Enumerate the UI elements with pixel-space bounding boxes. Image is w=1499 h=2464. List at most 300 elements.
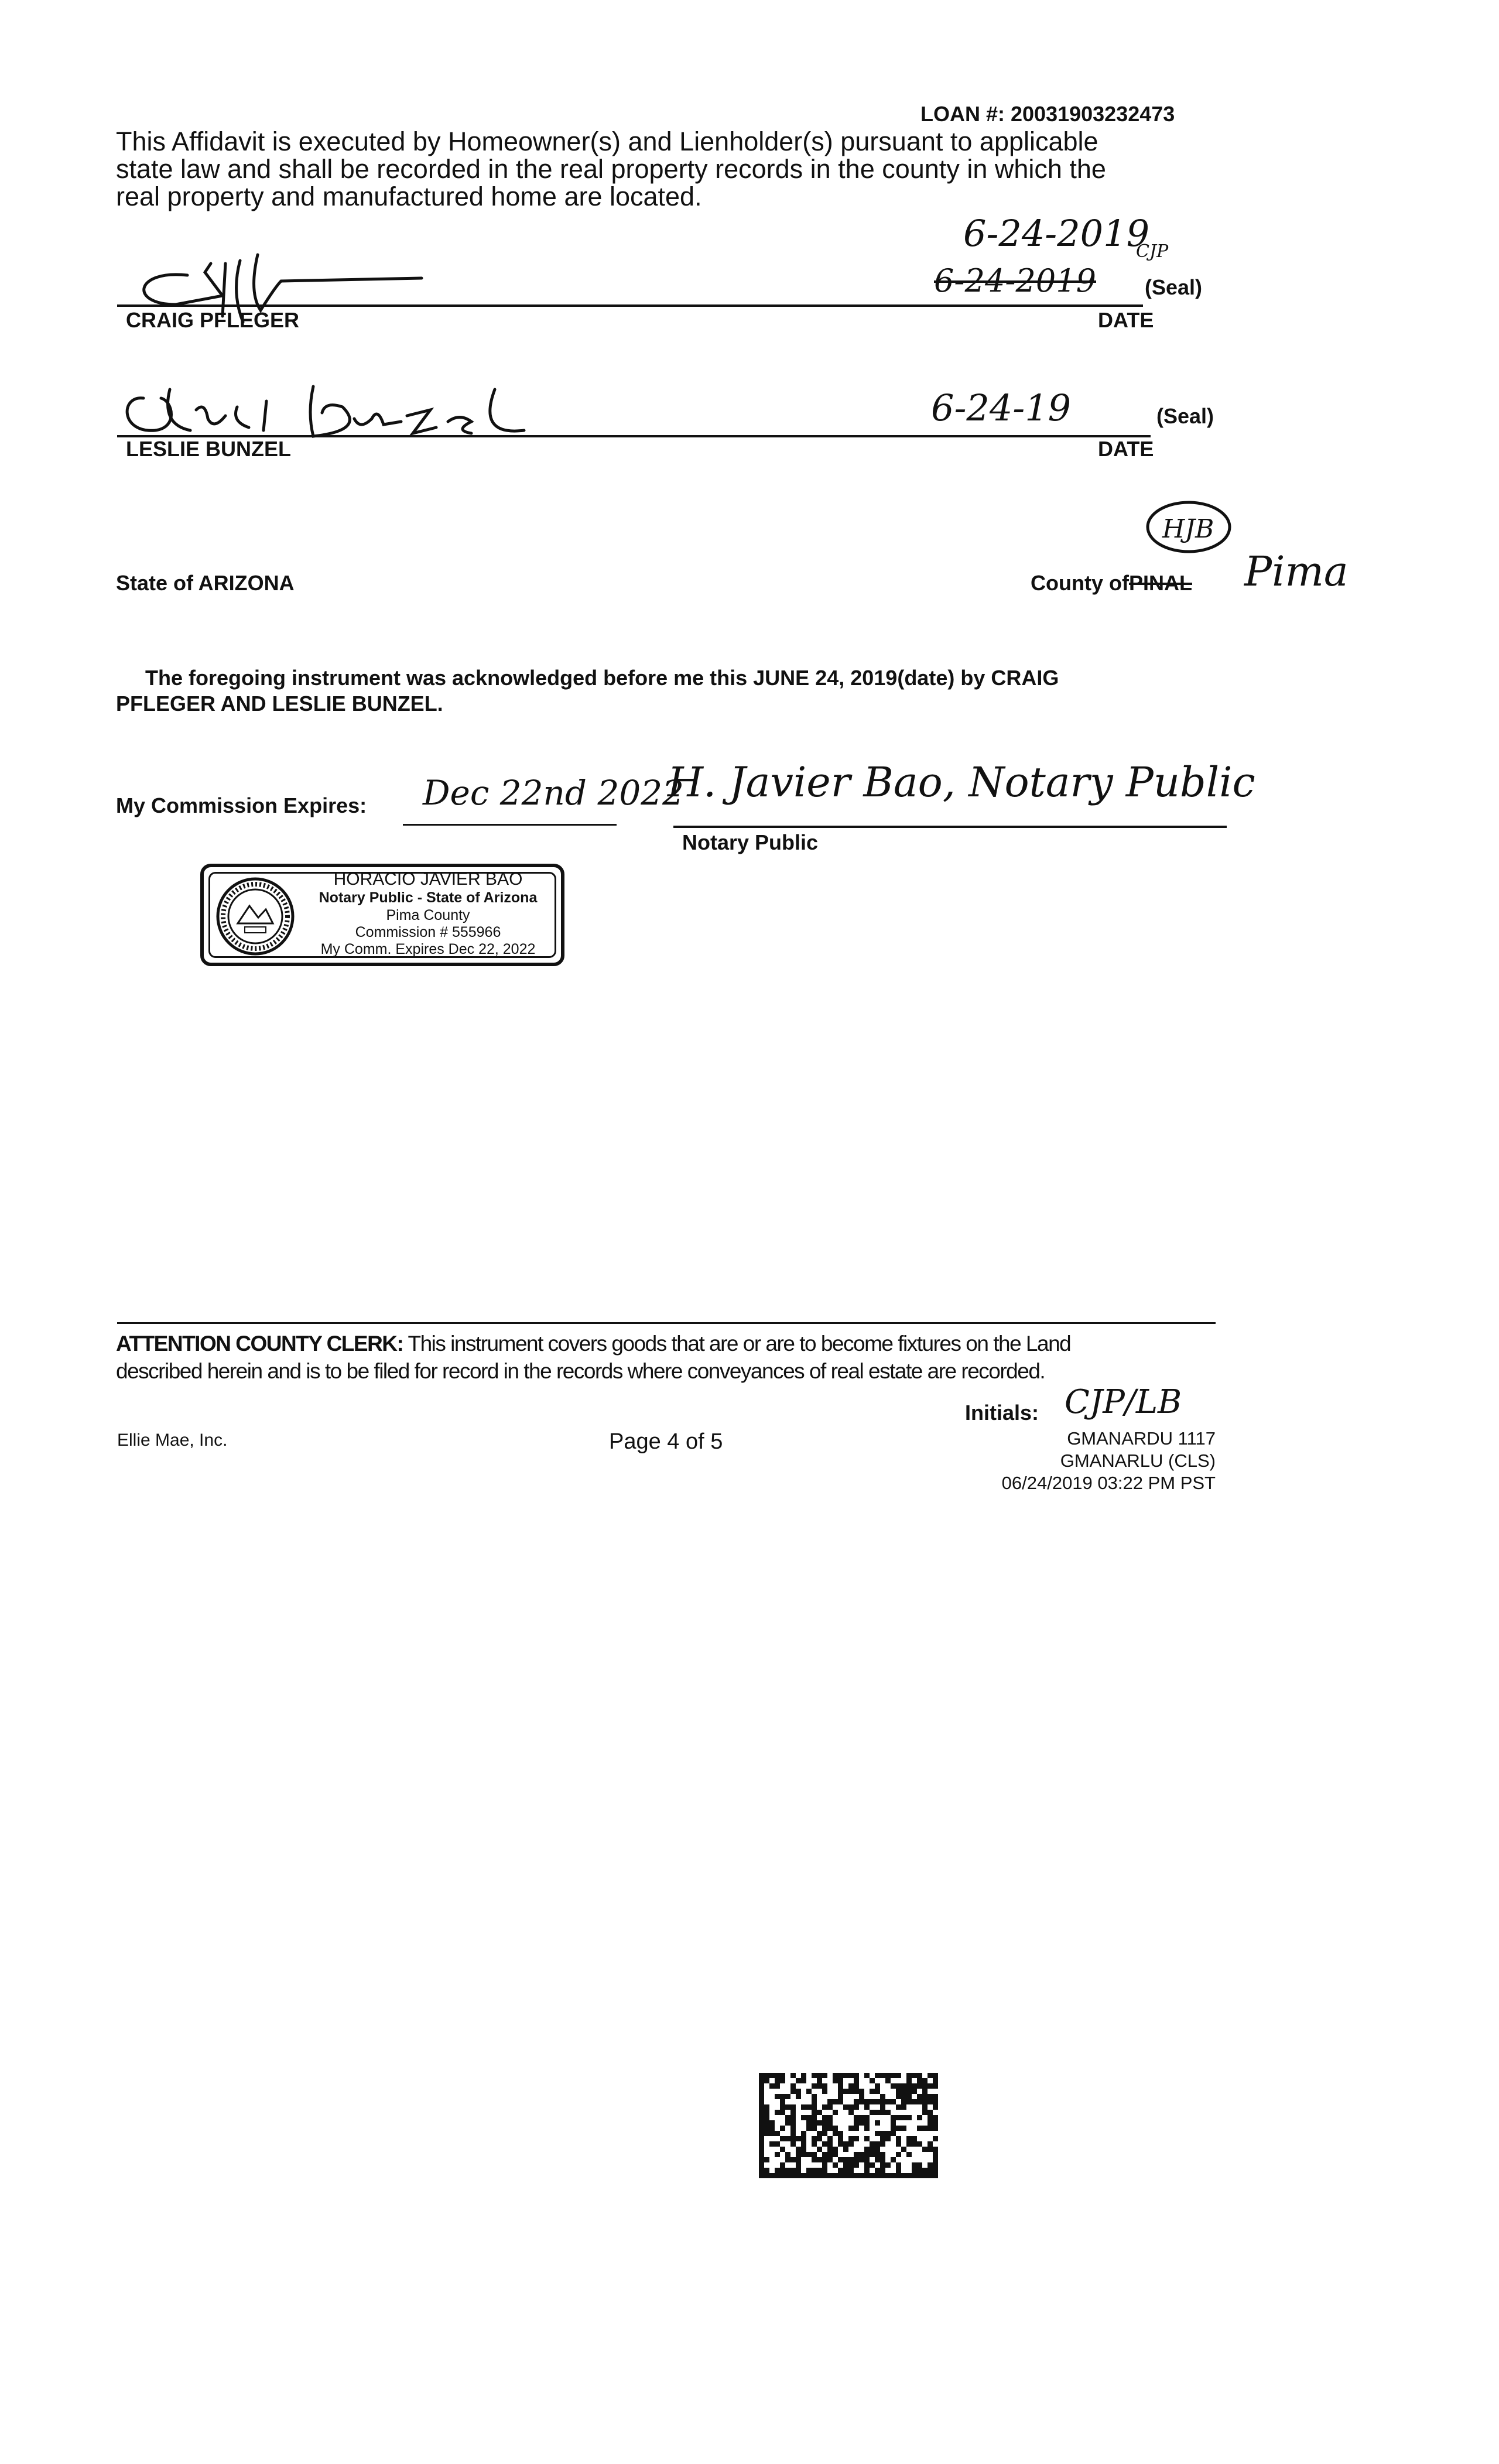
barcode-module	[838, 2099, 843, 2104]
barcode-module	[838, 2157, 843, 2162]
barcode-module	[917, 2126, 922, 2131]
barcode-module	[812, 2152, 817, 2157]
barcode-module	[917, 2073, 922, 2078]
barcode-module	[764, 2126, 769, 2131]
barcode-module	[917, 2141, 922, 2147]
barcode-module	[843, 2168, 848, 2173]
barcode-module	[933, 2162, 938, 2168]
barcode-module	[870, 2078, 875, 2083]
barcode-module	[801, 2141, 806, 2147]
barcode-module	[880, 2099, 885, 2104]
barcode-module	[854, 2073, 859, 2078]
barcode-module	[817, 2078, 822, 2083]
barcode-module	[801, 2073, 806, 2078]
barcode-module	[875, 2157, 880, 2162]
barcode-module	[854, 2126, 859, 2131]
barcode-module	[848, 2083, 854, 2089]
barcode-module	[775, 2173, 780, 2178]
barcode-module	[801, 2115, 806, 2120]
barcode-module	[917, 2099, 922, 2104]
notary-public-label: Notary Public	[682, 830, 819, 854]
barcode-module	[833, 2126, 838, 2131]
barcode-module	[843, 2141, 848, 2147]
barcode-module	[801, 2131, 806, 2136]
barcode-module	[891, 2126, 896, 2131]
barcode-module	[875, 2131, 880, 2136]
barcode-module	[859, 2152, 864, 2157]
barcode-module	[880, 2094, 885, 2099]
barcode-module	[801, 2173, 806, 2178]
barcode-module	[827, 2115, 833, 2120]
barcode-module	[769, 2131, 775, 2136]
barcode-module	[928, 2162, 933, 2168]
barcode-module	[870, 2110, 875, 2115]
barcode-module	[854, 2157, 859, 2162]
barcode-module	[917, 2162, 922, 2168]
barcode-module	[796, 2147, 801, 2152]
barcode-module	[875, 2120, 880, 2126]
barcode-module	[912, 2168, 917, 2173]
barcode-module	[906, 2094, 912, 2099]
barcode-module	[928, 2099, 933, 2104]
barcode-module	[870, 2089, 875, 2094]
barcode-module	[933, 2173, 938, 2178]
barcode-module	[759, 2083, 764, 2089]
barcode-module	[880, 2157, 885, 2162]
barcode-module	[838, 2141, 843, 2147]
barcode-module	[864, 2152, 870, 2157]
barcode-module	[759, 2173, 764, 2178]
barcode-module	[769, 2120, 775, 2126]
barcode-module	[880, 2136, 885, 2141]
initials-label: Initials:	[965, 1401, 1039, 1425]
barcode-module	[922, 2110, 928, 2115]
barcode-module	[843, 2104, 848, 2110]
commission-expires-handwritten: Dec 22nd 2022	[423, 773, 685, 813]
barcode-module	[764, 2078, 769, 2083]
barcode-module	[922, 2104, 928, 2110]
barcode-module	[922, 2147, 928, 2152]
barcode-module	[790, 2131, 796, 2136]
barcode-module	[796, 2136, 801, 2141]
barcode-module	[833, 2110, 838, 2115]
barcode-module	[759, 2094, 764, 2099]
barcode-module	[854, 2152, 859, 2157]
barcode-module	[785, 2168, 790, 2173]
barcode-module	[906, 2073, 912, 2078]
barcode-module	[806, 2126, 812, 2131]
barcode-module	[790, 2083, 796, 2089]
barcode-module	[759, 2168, 764, 2173]
barcode-module	[785, 2173, 790, 2178]
arizona-state-seal-icon	[214, 875, 296, 957]
barcode-module	[812, 2126, 817, 2131]
barcode-module	[775, 2110, 780, 2115]
barcode-module	[775, 2152, 780, 2157]
barcode-module	[827, 2141, 833, 2147]
barcode-module	[880, 2104, 885, 2110]
barcode-module	[848, 2173, 854, 2178]
barcode-module	[764, 2168, 769, 2173]
barcode-module	[933, 2157, 938, 2162]
barcode-module	[827, 2147, 833, 2152]
barcode-module	[848, 2162, 854, 2168]
barcode-module	[901, 2173, 906, 2178]
barcode-module	[896, 2126, 901, 2131]
barcode-module	[864, 2115, 870, 2120]
barcode-module	[780, 2099, 785, 2104]
barcode-module	[870, 2162, 875, 2168]
barcode-module	[775, 2083, 780, 2089]
barcode-module	[848, 2141, 854, 2147]
barcode-module	[896, 2089, 901, 2094]
barcode-module	[790, 2073, 796, 2078]
barcode-module	[812, 2168, 817, 2173]
barcode-module	[838, 2073, 843, 2078]
barcode-module	[922, 2089, 928, 2094]
barcode-module	[864, 2136, 870, 2141]
barcode-module	[906, 2136, 912, 2141]
barcode-module	[801, 2078, 806, 2083]
barcode-module	[817, 2147, 822, 2152]
barcode-module	[859, 2115, 864, 2120]
barcode-module	[880, 2141, 885, 2147]
barcode-module	[780, 2126, 785, 2131]
barcode-module	[896, 2104, 901, 2110]
barcode-module	[796, 2162, 801, 2168]
barcode-module	[928, 2173, 933, 2178]
barcode-module	[812, 2110, 817, 2115]
barcode-module	[790, 2136, 796, 2141]
barcode-module	[891, 2073, 896, 2078]
barcode-module	[833, 2162, 838, 2168]
barcode-module	[933, 2152, 938, 2157]
barcode-module	[759, 2162, 764, 2168]
barcode-module	[912, 2173, 917, 2178]
barcode-module	[870, 2099, 875, 2104]
barcode-module	[854, 2083, 859, 2089]
barcode-module	[759, 2110, 764, 2115]
intro-line-1: This Affidavit is executed by Homeowner(s) and Lienholder(s) pursuant to applicable	[116, 126, 1098, 156]
barcode-module	[901, 2089, 906, 2094]
barcode-module	[912, 2089, 917, 2094]
barcode-module	[864, 2157, 870, 2162]
barcode-module	[912, 2162, 917, 2168]
attention-line-2: described herein and is to be filed for record in the records where conveyances of real estate are recorded.	[116, 1359, 1045, 1383]
barcode-module	[854, 2115, 859, 2120]
barcode-module	[812, 2094, 817, 2099]
barcode-module	[848, 2136, 854, 2141]
barcode-module	[822, 2168, 827, 2173]
barcode-module	[906, 2083, 912, 2089]
barcode-module	[875, 2110, 880, 2115]
barcode-module	[864, 2104, 870, 2110]
barcode-module	[859, 2094, 864, 2099]
county-label-text: County of	[1031, 571, 1129, 595]
barcode-module	[906, 2141, 912, 2147]
barcode-module	[775, 2094, 780, 2099]
barcode-module	[848, 2104, 854, 2110]
barcode-module	[838, 2094, 843, 2099]
barcode-module	[759, 2104, 764, 2110]
notary-signature: H. Javier Bao, Notary Public	[668, 758, 1255, 806]
barcode-module	[812, 2173, 817, 2178]
barcode-module	[933, 2168, 938, 2173]
barcode-module	[864, 2162, 870, 2168]
barcode-module	[848, 2157, 854, 2162]
barcode-module	[885, 2078, 891, 2083]
initials-handwritten: CJP/LB	[1065, 1383, 1182, 1421]
barcode-module	[848, 2126, 854, 2131]
barcode-module	[906, 2152, 912, 2157]
barcode-module	[817, 2110, 822, 2115]
barcode-module	[790, 2089, 796, 2094]
barcode-module	[880, 2131, 885, 2136]
barcode-module	[764, 2120, 769, 2126]
barcode-module	[796, 2168, 801, 2173]
barcode-module	[912, 2073, 917, 2078]
barcode-module	[759, 2073, 764, 2078]
barcode-module	[796, 2152, 801, 2157]
barcode-module	[769, 2126, 775, 2131]
barcode-module	[838, 2089, 843, 2094]
barcode-module	[801, 2152, 806, 2157]
craig-handwritten-date: 6-24-2019	[963, 212, 1150, 255]
barcode-module	[775, 2168, 780, 2173]
barcode-module	[822, 2126, 827, 2131]
barcode-module	[785, 2115, 790, 2120]
barcode-module	[780, 2094, 785, 2099]
barcode-module	[891, 2173, 896, 2178]
barcode-module	[759, 2115, 764, 2120]
barcode-module	[812, 2157, 817, 2162]
barcode-module	[933, 2136, 938, 2141]
barcode-module	[817, 2157, 822, 2162]
barcode-module	[759, 2141, 764, 2147]
barcode-module	[827, 2120, 833, 2126]
barcode-module	[838, 2168, 843, 2173]
barcode-module	[928, 2094, 933, 2099]
barcode-module	[928, 2126, 933, 2131]
barcode-module	[827, 2136, 833, 2141]
barcode-module	[843, 2162, 848, 2168]
barcode-module	[906, 2089, 912, 2094]
barcode-module	[901, 2104, 906, 2110]
craig-signature-line	[117, 304, 1143, 307]
barcode-module	[780, 2073, 785, 2078]
barcode-module	[785, 2120, 790, 2126]
barcode-module	[759, 2131, 764, 2136]
barcode-module	[864, 2126, 870, 2131]
barcode-module	[928, 2120, 933, 2126]
state-label: State of ARIZONA	[116, 571, 295, 595]
barcode-module	[806, 2089, 812, 2094]
acknowledgment	[116, 665, 1059, 717]
barcode-module	[812, 2099, 817, 2104]
barcode-module	[790, 2168, 796, 2173]
barcode-module	[885, 2162, 891, 2168]
barcode-module	[812, 2115, 817, 2120]
barcode-module	[838, 2083, 843, 2089]
barcode-module	[817, 2173, 822, 2178]
barcode-module	[759, 2152, 764, 2157]
barcode-module	[922, 2168, 928, 2173]
barcode-module	[759, 2089, 764, 2094]
barcode-module	[896, 2162, 901, 2168]
barcode-module	[917, 2094, 922, 2099]
barcode-module	[922, 2094, 928, 2099]
stamp-expiration: My Comm. Expires Dec 22, 2022	[320, 941, 536, 957]
barcode-module	[822, 2089, 827, 2094]
barcode-module	[780, 2162, 785, 2168]
attention-line-1	[116, 1330, 1070, 1357]
loan-number: LOAN #: 20031903232473	[920, 102, 1175, 126]
barcode-module	[880, 2162, 885, 2168]
barcode-module	[891, 2131, 896, 2136]
barcode-module	[812, 2073, 817, 2078]
barcode-module	[875, 2152, 880, 2157]
barcode-module	[928, 2083, 933, 2089]
barcode-module	[928, 2073, 933, 2078]
intro-line-3: real property and manufactured home are located.	[116, 182, 702, 211]
barcode-module	[812, 2083, 817, 2089]
barcode-module	[864, 2073, 870, 2078]
barcode-module	[896, 2168, 901, 2173]
barcode-module	[864, 2099, 870, 2104]
barcode-module	[875, 2099, 880, 2104]
barcode-module	[859, 2120, 864, 2126]
barcode-module	[759, 2078, 764, 2083]
barcode-module	[822, 2157, 827, 2162]
barcode-module	[780, 2104, 785, 2110]
barcode-module	[827, 2173, 833, 2178]
barcode-module	[843, 2089, 848, 2094]
barcode-module	[885, 2173, 891, 2178]
barcode-module	[933, 2099, 938, 2104]
barcode-module	[848, 2089, 854, 2094]
barcode-module	[796, 2094, 801, 2099]
barcode-module	[780, 2110, 785, 2115]
barcode-module	[822, 2141, 827, 2147]
intro-paragraph	[116, 128, 1106, 210]
barcode-module	[806, 2115, 812, 2120]
barcode-module	[896, 2073, 901, 2078]
barcode-module	[912, 2136, 917, 2141]
barcode-module	[801, 2104, 806, 2110]
barcode-module	[906, 2115, 912, 2120]
barcode-module	[880, 2152, 885, 2157]
barcode-module	[822, 2083, 827, 2089]
barcode-module	[917, 2168, 922, 2173]
craig-seal-label: (Seal)	[1145, 275, 1203, 299]
barcode-module	[875, 2168, 880, 2173]
stamp-commission-number: Commission # 555966	[355, 924, 501, 940]
barcode-module	[812, 2141, 817, 2147]
stamp-county: Pima County	[386, 907, 470, 923]
barcode-module	[833, 2131, 838, 2136]
barcode-module	[759, 2126, 764, 2131]
barcode-module	[812, 2136, 817, 2141]
acknowledgment-line-2: PFLEGER AND LESLIE BUNZEL.	[116, 692, 443, 716]
barcode-module	[896, 2141, 901, 2147]
barcode-module	[764, 2110, 769, 2115]
barcode-module	[933, 2073, 938, 2078]
barcode-module	[838, 2078, 843, 2083]
barcode-module	[759, 2120, 764, 2126]
stamp-notary-name: HORACIO JAVIER BAO	[333, 870, 523, 889]
barcode-module	[885, 2099, 891, 2104]
barcode-module	[759, 2147, 764, 2152]
barcode-module	[854, 2078, 859, 2083]
barcode-module	[759, 2136, 764, 2141]
barcode-module	[859, 2173, 864, 2178]
barcode-module	[906, 2173, 912, 2178]
barcode-module	[822, 2162, 827, 2168]
barcode-module	[933, 2094, 938, 2099]
barcode-module	[806, 2104, 812, 2110]
barcode-module	[901, 2147, 906, 2152]
barcode-module	[896, 2152, 901, 2157]
barcode-module	[896, 2173, 901, 2178]
barcode-module	[843, 2147, 848, 2152]
barcode-module	[790, 2120, 796, 2126]
barcode-module	[922, 2126, 928, 2131]
barcode-module	[896, 2094, 901, 2099]
barcode-module	[891, 2115, 896, 2120]
barcode-module	[764, 2173, 769, 2178]
barcode-module	[817, 2168, 822, 2173]
barcode-module	[864, 2173, 870, 2178]
barcode-module	[933, 2083, 938, 2089]
barcode-module	[796, 2173, 801, 2178]
barcode-module	[901, 2094, 906, 2099]
craig-struck-date: 6-24-2019	[934, 262, 1096, 299]
barcode-module	[833, 2147, 838, 2152]
barcode-module	[806, 2120, 812, 2126]
barcode-module	[780, 2168, 785, 2173]
barcode-module	[917, 2173, 922, 2178]
barcode-module	[843, 2157, 848, 2162]
barcode-module	[859, 2089, 864, 2094]
barcode-module	[917, 2115, 922, 2120]
barcode-module	[933, 2120, 938, 2126]
barcode-module	[875, 2073, 880, 2078]
barcode-module	[854, 2120, 859, 2126]
barcode-module	[864, 2168, 870, 2173]
barcode-module	[901, 2126, 906, 2131]
barcode-module	[901, 2115, 906, 2120]
barcode-module	[880, 2173, 885, 2178]
craig-name-label: CRAIG PFLEGER	[126, 308, 300, 332]
barcode-module	[759, 2099, 764, 2104]
barcode-module	[843, 2173, 848, 2178]
attention-label: ATTENTION COUNTY CLERK:	[116, 1332, 403, 1356]
barcode-module	[817, 2083, 822, 2089]
barcode-module	[775, 2073, 780, 2078]
barcode-module	[764, 2073, 769, 2078]
barcode-module	[833, 2099, 838, 2104]
barcode-module	[854, 2173, 859, 2178]
barcode-module	[875, 2173, 880, 2178]
barcode-module	[796, 2157, 801, 2162]
barcode-module	[928, 2168, 933, 2173]
barcode-module	[891, 2099, 896, 2104]
barcode-module	[822, 2115, 827, 2120]
barcode-module	[785, 2136, 790, 2141]
barcode-module	[896, 2136, 901, 2141]
barcode-module	[864, 2147, 870, 2152]
barcode-module	[785, 2152, 790, 2157]
